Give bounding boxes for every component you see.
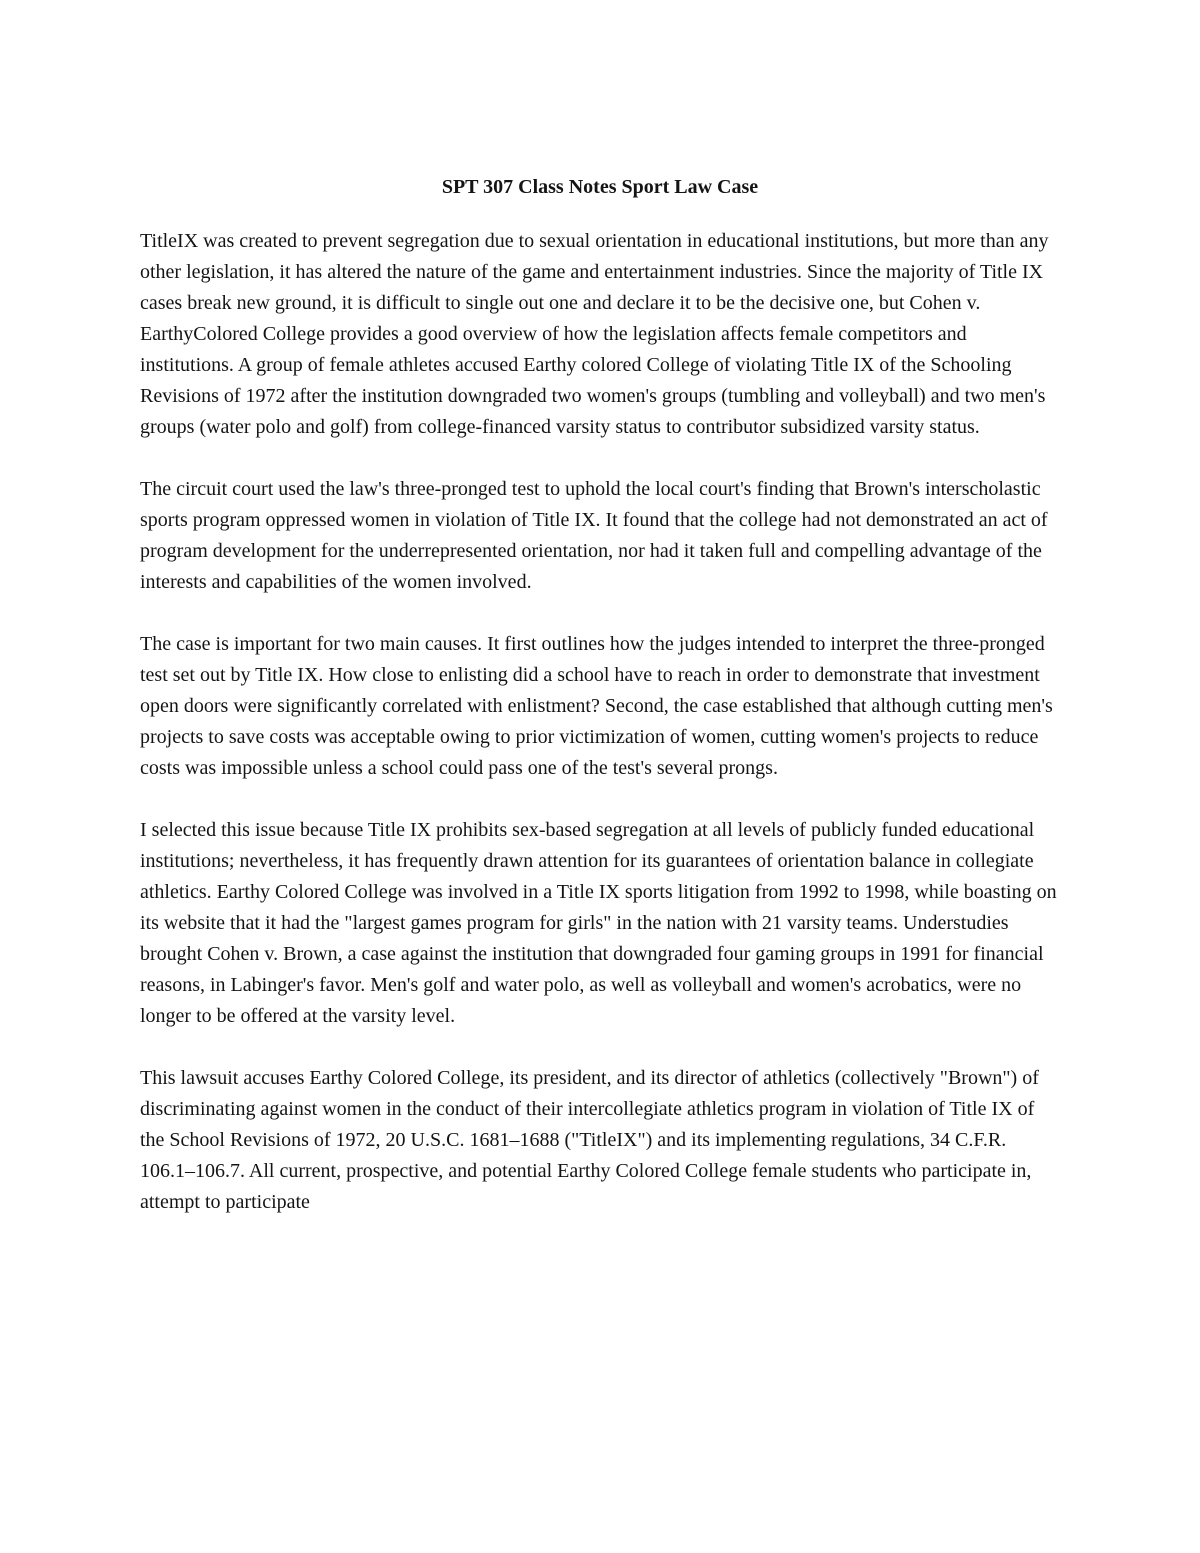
paragraph-case-importance: The case is important for two main causes. It first outlines how the judges intended to interpret the three-pronged test set out by Title IX. How close to enlisting did a school have to reach in order to demonstrate that investment open doors were significantly correlated with enlistment? Second, the case established that although cutting men's projects to save costs was acceptable owing to prior victimization of women, cutting women's projects to reduce costs was impossible unless a school could pass one of the test's several prongs. [140,633,1053,779]
paragraph-issue-selection: I selected this issue because Title IX prohibits sex-based segregation at all levels of publicly funded educational institutions; nevertheless, it has frequently drawn attention for its guarantees of orientation balance in collegiate athletics. Earthy Colored College was involved in a Title IX sports litigation from 1992 to 1998, while boasting on its website that it had the "largest games program for girls" in the nation with 21 varsity teams. Understudies brought Cohen v. Brown, a case against the institution that downgraded four gaming groups in 1991 for financial reasons, in Labinger's favor. Men's golf and water polo, as well as volleyball and women's acrobatics, were no longer to be offered at the varsity level. [140,819,1057,1027]
paragraph-lawsuit: This lawsuit accuses Earthy Colored College, its president, and its director of athletics (collectively "Brown") of discriminating against women in the conduct of their intercollegiate athletics program in violation of Title IX of the School Revisions of 1972, 20 U.S.C. 1681–1688 ("TitleIX") and its implementing regulations, 34 C.F.R. 106.1–106.7. All current, prospective, and potential Earthy Colored College female students who participate in, attempt to participate [140,1067,1039,1213]
paragraph-circuit-court: The circuit court used the law's three-pronged test to uphold the local court's finding that Brown's interscholastic sports program oppressed women in violation of Title IX. It found that the college had not demonstrated an act of program development for the underrepresented orientation, nor had it taken full and compelling advantage of the interests and capabilities of the women involved. [140,478,1048,593]
document-title: SPT 307 Class Notes Sport Law Case [441,176,759,198]
paragraph-title-ix-overview: TitleIX was created to prevent segregation due to sexual orientation in educational institutions, but more than any other legislation, it has altered the nature of the game and entertainment industries. Since the majority of Title IX cases break new ground, it is difficult to single out one and declare it to be the decisive one, but Cohen v. EarthyColored College provides a good overview of how the legislation affects female competitors and institutions. A group of female athletes accused Earthy colored College of violating Title IX of the Schooling Revisions of 1972 after the institution downgraded two women's groups (tumbling and volleyball) and two men's groups (water polo and golf) from college-financed varsity status to contributor subsidized varsity status. [140,230,1049,438]
document-body [140,172,1060,1218]
